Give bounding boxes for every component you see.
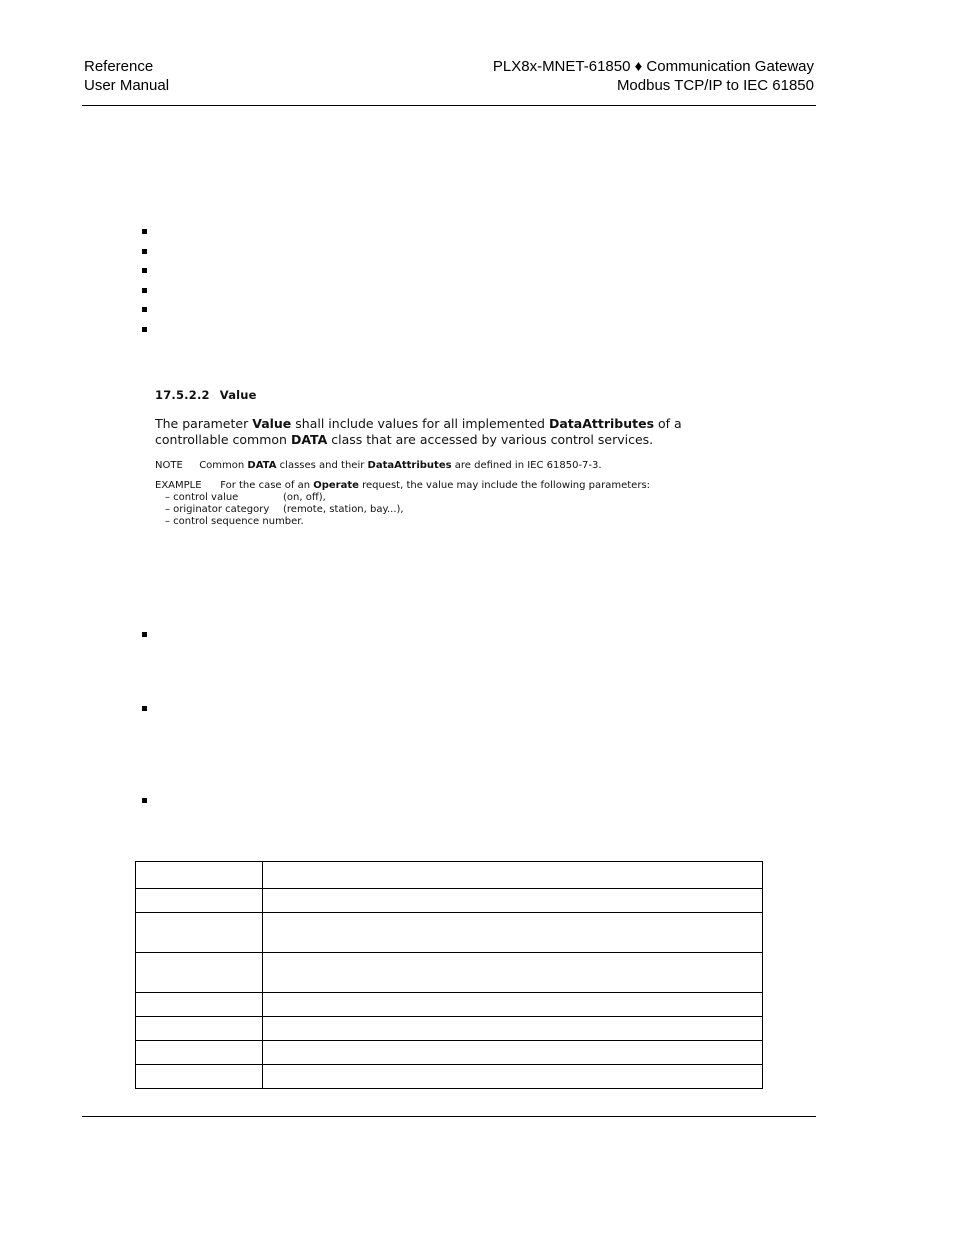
- example-item-value: (remote, station, bay...),: [283, 504, 404, 515]
- example-text: For the case of an: [220, 480, 311, 491]
- bullet-marker: [142, 268, 147, 273]
- para-text: of a controllable common: [155, 416, 682, 447]
- table-cell: [136, 993, 263, 1017]
- example-item-label: – control sequence number.: [165, 516, 304, 527]
- para-bold-value: Value: [252, 416, 292, 431]
- para-text: The parameter: [155, 416, 249, 431]
- excerpt-paragraph: [155, 416, 755, 447]
- table-cell: [136, 1065, 263, 1089]
- example-text: request, the value may include the following parameters:: [362, 480, 651, 491]
- note-label: NOTE: [155, 460, 183, 471]
- table-row: [136, 913, 763, 953]
- table-cell: [263, 953, 763, 993]
- table-cell: [136, 862, 263, 889]
- bullet-marker: [142, 288, 147, 293]
- table-cell: [263, 993, 763, 1017]
- example-item: [165, 492, 326, 504]
- bullet-marker: [142, 229, 147, 234]
- table-row: [136, 889, 763, 913]
- table-cell: [263, 862, 763, 889]
- table-row: [136, 1017, 763, 1041]
- header-product-title: PLX8x-MNET-61850 ♦ Communication Gateway: [492, 58, 814, 75]
- para-text: shall include values for all implemented: [295, 416, 545, 431]
- note-text: are defined in IEC 61850-7-3.: [454, 460, 602, 471]
- header-rule: [82, 105, 816, 106]
- table-cell: [136, 1017, 263, 1041]
- parameter-table: [135, 861, 763, 1089]
- para-bold-data: DATA: [290, 431, 328, 447]
- note-text: Common: [199, 460, 245, 471]
- table-cell: [136, 913, 263, 953]
- table-row: [136, 1041, 763, 1065]
- note-bold: DataAttributes: [367, 460, 452, 471]
- table-row: [136, 862, 763, 889]
- example-item: [165, 504, 404, 516]
- table-cell: [263, 913, 763, 953]
- example-item-value: (on, off),: [283, 492, 326, 503]
- bullet-marker: [142, 327, 147, 332]
- table-cell: [136, 889, 263, 913]
- section-number: 17.5.2.2: [155, 388, 210, 402]
- header-reference: Reference: [84, 58, 154, 75]
- excerpt-heading: [155, 388, 257, 402]
- example-bold: Operate: [313, 480, 359, 491]
- header-product-subtitle: Modbus TCP/IP to IEC 61850: [616, 77, 814, 94]
- bullet-marker: [142, 307, 147, 312]
- table-cell: [263, 889, 763, 913]
- section-title: Value: [219, 388, 257, 402]
- bullet-marker: [142, 249, 147, 254]
- header-user-manual: User Manual: [84, 77, 170, 94]
- example-item-label: – control value: [165, 492, 239, 503]
- example-label: EXAMPLE: [155, 480, 202, 491]
- bullet-marker: [142, 798, 147, 803]
- para-bold-dataattributes: DataAttributes: [548, 416, 655, 431]
- para-text: class that are accessed by various control services.: [331, 431, 654, 447]
- note-text: classes and their: [279, 460, 365, 471]
- table-cell: [263, 1065, 763, 1089]
- example-item: [165, 516, 304, 528]
- note-bold: DATA: [247, 460, 277, 471]
- footer-rule: [82, 1116, 816, 1117]
- excerpt-example: [155, 480, 650, 492]
- bullet-marker: [142, 706, 147, 711]
- example-item-label: – originator category: [165, 504, 270, 515]
- table-cell: [136, 953, 263, 993]
- table-row: [136, 953, 763, 993]
- table-cell: [136, 1041, 263, 1065]
- excerpt-note: [155, 460, 602, 472]
- table-row: [136, 993, 763, 1017]
- table-cell: [263, 1017, 763, 1041]
- table-row: [136, 1065, 763, 1089]
- table-cell: [263, 1041, 763, 1065]
- bullet-marker: [142, 632, 147, 637]
